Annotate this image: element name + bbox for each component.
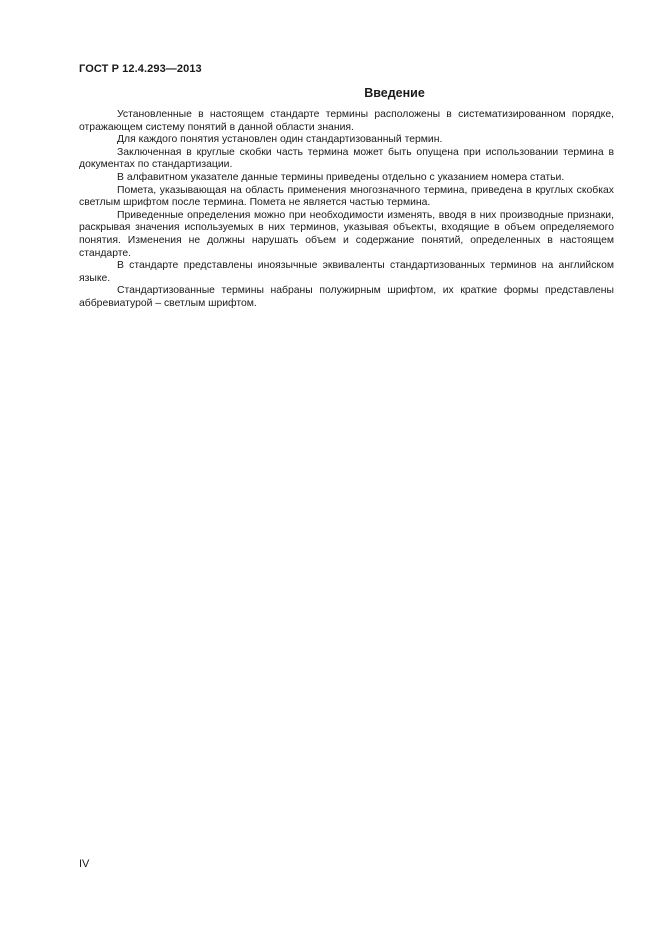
page-number: IV xyxy=(79,858,90,870)
paragraph: Помета, указывающая на область применения многозначного термина, приведена в круглых скобках светлым шрифтом после термина. Помета не является частью термина. xyxy=(79,184,614,209)
paragraph: Стандартизованные термины набраны полужирным шрифтом, их краткие формы представлены аббревиатурой – светлым шрифтом. xyxy=(79,285,614,309)
section-body xyxy=(79,109,614,311)
paragraph: Установленные в настоящем стандарте термины расположены в систематизированном порядке, отражающем систему понятий в данной области знания. xyxy=(79,109,614,133)
section-title-text: Введение xyxy=(364,86,425,100)
paragraph: Для каждого понятия установлен один стандартизованный термин. xyxy=(117,134,443,146)
section-title xyxy=(79,86,614,100)
paragraph: Приведенные определения можно при необходимости изменять, вводя в них производные признаки, раскрывая значения используемых в них терминов, указывая объекты, входящие в объем определяемого понятия. Изменения не должны нарушать объем и содержание понятий, определенных в настоящем стандарте. xyxy=(79,209,614,259)
standard-code: ГОСТ Р 12.4.293—2013 xyxy=(79,63,202,75)
paragraph: В алфавитном указателе данные термины приведены отдельно с указанием номера статьи. xyxy=(117,171,565,183)
paragraph: В стандарте представлены иноязычные эквиваленты стандартизованных терминов на английском языке. xyxy=(79,260,614,284)
paragraph: Заключенная в круглые скобки часть термина может быть опущена при использовании термина в документах по стандартизации. xyxy=(79,146,614,171)
